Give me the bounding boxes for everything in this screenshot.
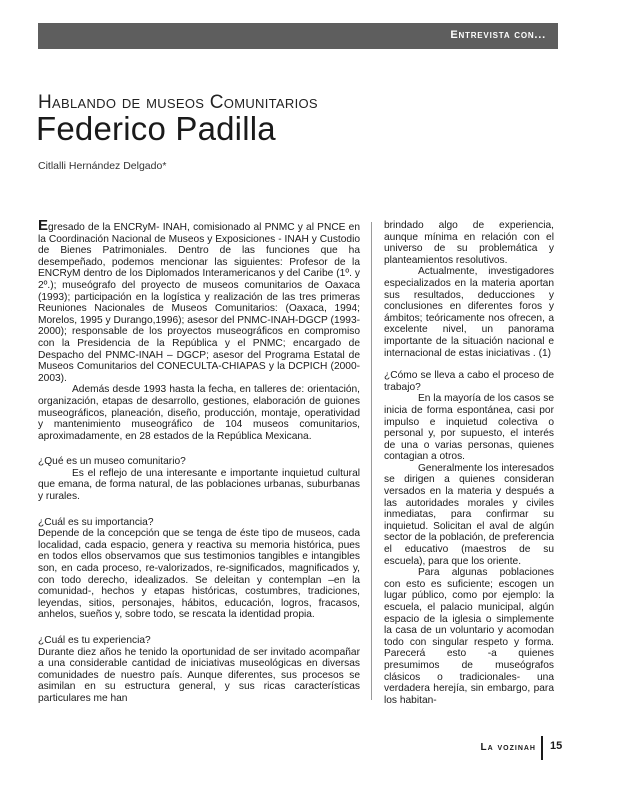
interview-question: ¿Cómo se lleva a cabo el proceso de trabajo? (384, 370, 554, 393)
article-author: Citlalli Hernández Delgado* (38, 160, 167, 172)
interview-answer: En la mayoría de los casos se inicia de forma espontánea, casi por impulso e inquietud colectiva o personal y, por supuesto, el interés de una o varias personas, quienes contagian a otros. (384, 393, 554, 463)
page-footer (0, 736, 618, 766)
right-column (384, 220, 554, 706)
section-banner-label: Entrevista con... (450, 29, 546, 41)
section-banner (38, 23, 558, 49)
paragraph: Para algunas poblaciones con esto es suficiente; escogen un lugar público, como por ejemplo: la escuela, el palacio municipal, algún espacio de la iglesia o simplemente la casa de un voluntario y acomodan todo con singular respeto y forma. Parecerá esto -a quienes presumimos de museógrafos clásicos o tradicionales- una verdadera herejía, sin embargo, para los habitan- (384, 567, 554, 706)
paragraph: Además desde 1993 hasta la fecha, en talleres de: orientación, organización, etapas de desarrollo, gestiones, elaboración de guiones museográficos, planeación, diseño, producción, montaje, operatividad y mantenimiento museográfico de 104 museos comunitarios, aproximadamente, en 28 estados de la República Mexicana. (38, 384, 360, 442)
column-divider (371, 222, 372, 700)
page-number: 15 (550, 740, 563, 752)
paragraph: Actualmente, investigadores especializados en la materia aportan sus resultados, deducciones y conclusiones en diferentes foros y ámbitos; teóricamente nos ofrecen, a excelente nivel, un panorama importante de la situación nacional e internacional de estas iniciativas . (1) (384, 266, 554, 359)
paragraph: brindado algo de experiencia, aunque mínima en relación con el universo de su problemática y planteamientos resolutivos. (384, 220, 554, 266)
paragraph: Generalmente los interesados se dirigen a quienes consideran versados en la materia y después a las autoridades morales y civiles inmediatas, para confirmar su inquietud. Solicitan el aval de algún sector de la población, de preferencia el educativo (maestros de su escuela), para que los oriente. (384, 462, 554, 567)
footer-separator (541, 736, 543, 760)
article-kicker: Hablando de museos Comunitarios (38, 92, 318, 113)
interview-answer: Depende de la concepción que se tenga de éste tipo de museos, cada localidad, cada espacio, genera y reactiva su memoria histórica, pues en todos ellos observamos que sus testimonios tangibles e intangibles son, en cada proceso, re-valorizados, re-significados, magnificados y, con todo derecho, idealizados. Se deleitan y contemplan –en la comunidad-, hechos y etapas históricas, costumbres, tradiciones, leyendas, sitios, personajes, hábitos, educación, logros, fracasos, anhelos, sueños y, sobre todo, se rescata la identidad propia. (38, 528, 360, 621)
publication-name: La vozinah (480, 742, 536, 753)
interview-question: ¿Cuál es tu experiencia? (38, 635, 151, 646)
interview-question: ¿Qué es un museo comunitario? (38, 456, 186, 468)
drop-cap: E (38, 217, 49, 234)
article-title: Federico Padilla (36, 110, 276, 147)
intro-paragraph (38, 217, 360, 384)
intro-text: gresado de la ENCRyM- INAH, comisionado al PNMC y al PNCE en la Coordinación Nacional de Museos y Exposiciones - INAH y Custodio de Bienes Patrimoniales. Dentro de las funciones que ha desempeñado, podemos mencionar las siguientes: Profesor de la ENCRyM dentro de los Diplomados Interamericanos y del Caribe (1º. y 2º.); museógrafo del proyecto de museos comunitarios de Oaxaca (1993); participación en la logística y realización de las tres primeras Reuniones Nacionales de Museos Comunitarios: (Oaxaca, 1994; Morelos, 1995 y Durango,1996); asesor del PNMC-INAH-DGCP (1993-2000); responsable de los proyectos museográficos en compromiso con la Presidencia de la República y el PNMC; encargado de Despacho del PNMC-INAH – DGCP; asesor del Programa Estatal de Museos Comunitarios del CONECULTA-CHIAPAS y la DCPICH (2000-2003). (38, 222, 360, 384)
interview-answer: Durante diez años he tenido la oportunidad de ser invitado acompañar a una considerable cantidad de iniciativas museológicas en diversas comunidades de nuestro país. Aunque diferentes, sus procesos se asimilan en su estructura general, y sus ricas características particulares me han (38, 646, 360, 704)
interview-question: ¿Cuál es su importancia? (38, 516, 154, 528)
left-column (38, 217, 360, 705)
interview-answer: Es el reflejo de una interesante e importante inquietud cultural que emana, de forma natural, de las poblaciones urbanas, suburbanas y rurales. (38, 467, 360, 503)
